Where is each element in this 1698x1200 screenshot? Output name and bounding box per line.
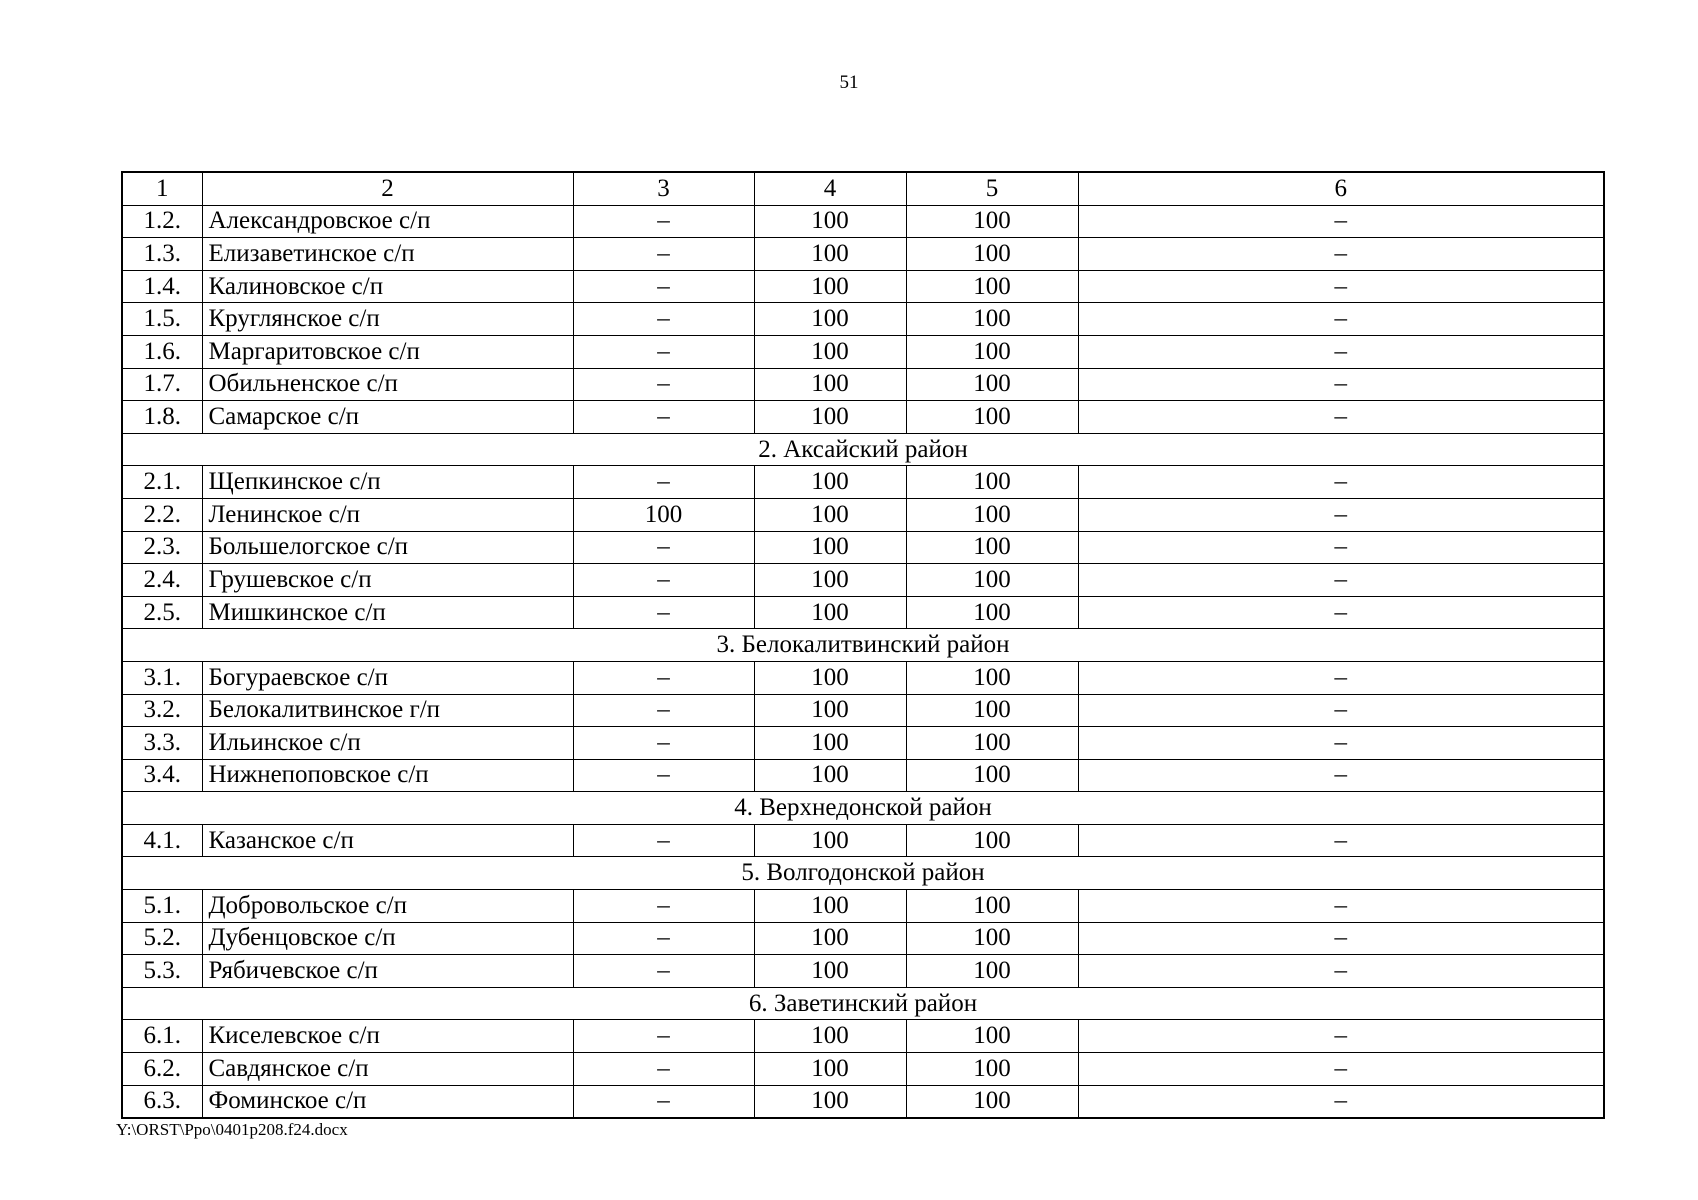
- col5-value-cell: 100: [906, 824, 1078, 857]
- table-row: [122, 596, 1604, 629]
- settlement-name-cell: Большелогское с/п: [202, 531, 573, 564]
- col4-value-cell: 100: [754, 531, 906, 564]
- table-body: [122, 172, 1604, 1118]
- row-number-cell: 5.3.: [122, 955, 202, 988]
- col6-value-cell: –: [1078, 335, 1604, 368]
- table-row: [122, 955, 1604, 988]
- col6-value-cell: –: [1078, 727, 1604, 760]
- col5-value-cell: 100: [906, 401, 1078, 434]
- col3-value-cell: –: [573, 238, 754, 271]
- settlement-name-cell: Маргаритовское с/п: [202, 335, 573, 368]
- col5-value-cell: 100: [906, 1053, 1078, 1086]
- section-row: [122, 629, 1604, 662]
- col4-value-cell: 100: [754, 564, 906, 597]
- row-number-cell: 5.1.: [122, 890, 202, 923]
- section-title: 2. Аксайский район: [122, 433, 1604, 466]
- settlement-name-cell: Мишкинское с/п: [202, 596, 573, 629]
- settlement-name-cell: Обильненское с/п: [202, 368, 573, 401]
- col6-value-cell: –: [1078, 922, 1604, 955]
- row-number-cell: 1.3.: [122, 238, 202, 271]
- row-number-cell: 1.8.: [122, 401, 202, 434]
- col4-value-cell: 100: [754, 759, 906, 792]
- col6-value-cell: –: [1078, 270, 1604, 303]
- col3-value-cell: –: [573, 466, 754, 499]
- settlement-name-cell: Александровское с/п: [202, 205, 573, 238]
- row-number-cell: 2.4.: [122, 564, 202, 597]
- settlement-name-cell: Щепкинское с/п: [202, 466, 573, 499]
- header-cell: 3: [573, 172, 754, 205]
- col6-value-cell: –: [1078, 564, 1604, 597]
- settlement-name-cell: Казанское с/п: [202, 824, 573, 857]
- col5-value-cell: 100: [906, 596, 1078, 629]
- row-number-cell: 1.7.: [122, 368, 202, 401]
- col4-value-cell: 100: [754, 205, 906, 238]
- col4-value-cell: 100: [754, 824, 906, 857]
- col5-value-cell: 100: [906, 564, 1078, 597]
- table-row: [122, 531, 1604, 564]
- col4-value-cell: 100: [754, 694, 906, 727]
- section-title: 4. Верхнедонской район: [122, 792, 1604, 825]
- table-header-row: [122, 172, 1604, 205]
- table-row: [122, 1085, 1604, 1118]
- row-number-cell: 1.6.: [122, 335, 202, 368]
- settlement-name-cell: Круглянское с/п: [202, 303, 573, 336]
- row-number-cell: 2.1.: [122, 466, 202, 499]
- settlement-name-cell: Елизаветинское с/п: [202, 238, 573, 271]
- col5-value-cell: 100: [906, 368, 1078, 401]
- col6-value-cell: –: [1078, 596, 1604, 629]
- col6-value-cell: –: [1078, 531, 1604, 564]
- col6-value-cell: –: [1078, 955, 1604, 988]
- settlement-name-cell: Фоминское с/п: [202, 1085, 573, 1118]
- col3-value-cell: –: [573, 922, 754, 955]
- settlement-name-cell: Ленинское с/п: [202, 498, 573, 531]
- col3-value-cell: –: [573, 596, 754, 629]
- table-row: [122, 401, 1604, 434]
- settlement-name-cell: Самарское с/п: [202, 401, 573, 434]
- col5-value-cell: 100: [906, 1085, 1078, 1118]
- header-cell: 6: [1078, 172, 1604, 205]
- col6-value-cell: –: [1078, 890, 1604, 923]
- header-cell: 5: [906, 172, 1078, 205]
- header-cell: 4: [754, 172, 906, 205]
- row-number-cell: 2.3.: [122, 531, 202, 564]
- settlement-name-cell: Добровольское с/п: [202, 890, 573, 923]
- settlement-name-cell: Богураевское с/п: [202, 661, 573, 694]
- col4-value-cell: 100: [754, 368, 906, 401]
- table-row: [122, 335, 1604, 368]
- row-number-cell: 1.5.: [122, 303, 202, 336]
- col5-value-cell: 100: [906, 205, 1078, 238]
- col6-value-cell: –: [1078, 401, 1604, 434]
- table-row: [122, 270, 1604, 303]
- col6-value-cell: –: [1078, 1020, 1604, 1053]
- page-number: 51: [839, 72, 859, 93]
- row-number-cell: 6.3.: [122, 1085, 202, 1118]
- col4-value-cell: 100: [754, 303, 906, 336]
- col3-value-cell: –: [573, 1085, 754, 1118]
- col4-value-cell: 100: [754, 661, 906, 694]
- col4-value-cell: 100: [754, 401, 906, 434]
- table-row: [122, 890, 1604, 923]
- footer-file-path: Y:\ORST\Ppo\0401p208.f24.docx: [116, 1120, 348, 1139]
- table-row: [122, 368, 1604, 401]
- col3-value-cell: –: [573, 368, 754, 401]
- col3-value-cell: –: [573, 335, 754, 368]
- table-row: [122, 694, 1604, 727]
- section-row: [122, 433, 1604, 466]
- col4-value-cell: 100: [754, 922, 906, 955]
- col3-value-cell: –: [573, 759, 754, 792]
- col6-value-cell: –: [1078, 694, 1604, 727]
- row-number-cell: 4.1.: [122, 824, 202, 857]
- table-row: [122, 205, 1604, 238]
- col3-value-cell: –: [573, 401, 754, 434]
- col4-value-cell: 100: [754, 596, 906, 629]
- col6-value-cell: –: [1078, 824, 1604, 857]
- settlement-name-cell: Грушевское с/п: [202, 564, 573, 597]
- col6-value-cell: –: [1078, 759, 1604, 792]
- table-row: [122, 498, 1604, 531]
- row-number-cell: 3.3.: [122, 727, 202, 760]
- col6-value-cell: –: [1078, 661, 1604, 694]
- col3-value-cell: –: [573, 564, 754, 597]
- col6-value-cell: –: [1078, 466, 1604, 499]
- col4-value-cell: 100: [754, 727, 906, 760]
- col4-value-cell: 100: [754, 955, 906, 988]
- col4-value-cell: 100: [754, 1053, 906, 1086]
- row-number-cell: 3.1.: [122, 661, 202, 694]
- row-number-cell: 2.5.: [122, 596, 202, 629]
- col4-value-cell: 100: [754, 270, 906, 303]
- section-title: 5. Волгодонской район: [122, 857, 1604, 890]
- table-row: [122, 824, 1604, 857]
- col5-value-cell: 100: [906, 955, 1078, 988]
- row-number-cell: 5.2.: [122, 922, 202, 955]
- col4-value-cell: 100: [754, 1085, 906, 1118]
- col5-value-cell: 100: [906, 238, 1078, 271]
- col3-value-cell: –: [573, 824, 754, 857]
- col5-value-cell: 100: [906, 759, 1078, 792]
- header-cell: 2: [202, 172, 573, 205]
- col3-value-cell: –: [573, 694, 754, 727]
- col3-value-cell: –: [573, 303, 754, 336]
- col3-value-cell: –: [573, 661, 754, 694]
- table-row: [122, 1053, 1604, 1086]
- col3-value-cell: –: [573, 1053, 754, 1086]
- table-row: [122, 564, 1604, 597]
- settlement-name-cell: Белокалитвинское г/п: [202, 694, 573, 727]
- settlement-name-cell: Калиновское с/п: [202, 270, 573, 303]
- table-row: [122, 759, 1604, 792]
- col6-value-cell: –: [1078, 238, 1604, 271]
- section-title: 6. Заветинский район: [122, 987, 1604, 1020]
- row-number-cell: 1.2.: [122, 205, 202, 238]
- col6-value-cell: –: [1078, 303, 1604, 336]
- col4-value-cell: 100: [754, 238, 906, 271]
- col6-value-cell: –: [1078, 1085, 1604, 1118]
- col5-value-cell: 100: [906, 1020, 1078, 1053]
- col6-value-cell: –: [1078, 498, 1604, 531]
- table-row: [122, 466, 1604, 499]
- col5-value-cell: 100: [906, 270, 1078, 303]
- col3-value-cell: –: [573, 727, 754, 760]
- table-row: [122, 727, 1604, 760]
- col5-value-cell: 100: [906, 531, 1078, 564]
- col4-value-cell: 100: [754, 890, 906, 923]
- section-row: [122, 857, 1604, 890]
- section-row: [122, 792, 1604, 825]
- table-row: [122, 1020, 1604, 1053]
- settlement-name-cell: Савдянское с/п: [202, 1053, 573, 1086]
- settlement-name-cell: Киселевское с/п: [202, 1020, 573, 1053]
- row-number-cell: 3.2.: [122, 694, 202, 727]
- row-number-cell: 6.1.: [122, 1020, 202, 1053]
- section-row: [122, 987, 1604, 1020]
- col3-value-cell: –: [573, 890, 754, 923]
- col5-value-cell: 100: [906, 661, 1078, 694]
- col4-value-cell: 100: [754, 1020, 906, 1053]
- col4-value-cell: 100: [754, 466, 906, 499]
- col5-value-cell: 100: [906, 727, 1078, 760]
- table-row: [122, 922, 1604, 955]
- settlement-name-cell: Рябичевское с/п: [202, 955, 573, 988]
- row-number-cell: 3.4.: [122, 759, 202, 792]
- col5-value-cell: 100: [906, 694, 1078, 727]
- col3-value-cell: –: [573, 205, 754, 238]
- col5-value-cell: 100: [906, 498, 1078, 531]
- col3-value-cell: –: [573, 531, 754, 564]
- col6-value-cell: –: [1078, 1053, 1604, 1086]
- col6-value-cell: –: [1078, 205, 1604, 238]
- table-row: [122, 238, 1604, 271]
- row-number-cell: 6.2.: [122, 1053, 202, 1086]
- col3-value-cell: –: [573, 1020, 754, 1053]
- col4-value-cell: 100: [754, 498, 906, 531]
- row-number-cell: 1.4.: [122, 270, 202, 303]
- data-table: [121, 171, 1605, 1119]
- settlement-name-cell: Дубенцовское с/п: [202, 922, 573, 955]
- col3-value-cell: –: [573, 955, 754, 988]
- table-row: [122, 661, 1604, 694]
- col5-value-cell: 100: [906, 303, 1078, 336]
- row-number-cell: 2.2.: [122, 498, 202, 531]
- section-title: 3. Белокалитвинский район: [122, 629, 1604, 662]
- col4-value-cell: 100: [754, 335, 906, 368]
- col5-value-cell: 100: [906, 466, 1078, 499]
- col5-value-cell: 100: [906, 922, 1078, 955]
- col5-value-cell: 100: [906, 890, 1078, 923]
- settlement-name-cell: Ильинское с/п: [202, 727, 573, 760]
- col6-value-cell: –: [1078, 368, 1604, 401]
- header-cell: 1: [122, 172, 202, 205]
- settlement-name-cell: Нижнепоповское с/п: [202, 759, 573, 792]
- col3-value-cell: –: [573, 270, 754, 303]
- col5-value-cell: 100: [906, 335, 1078, 368]
- col3-value-cell: 100: [573, 498, 754, 531]
- table-row: [122, 303, 1604, 336]
